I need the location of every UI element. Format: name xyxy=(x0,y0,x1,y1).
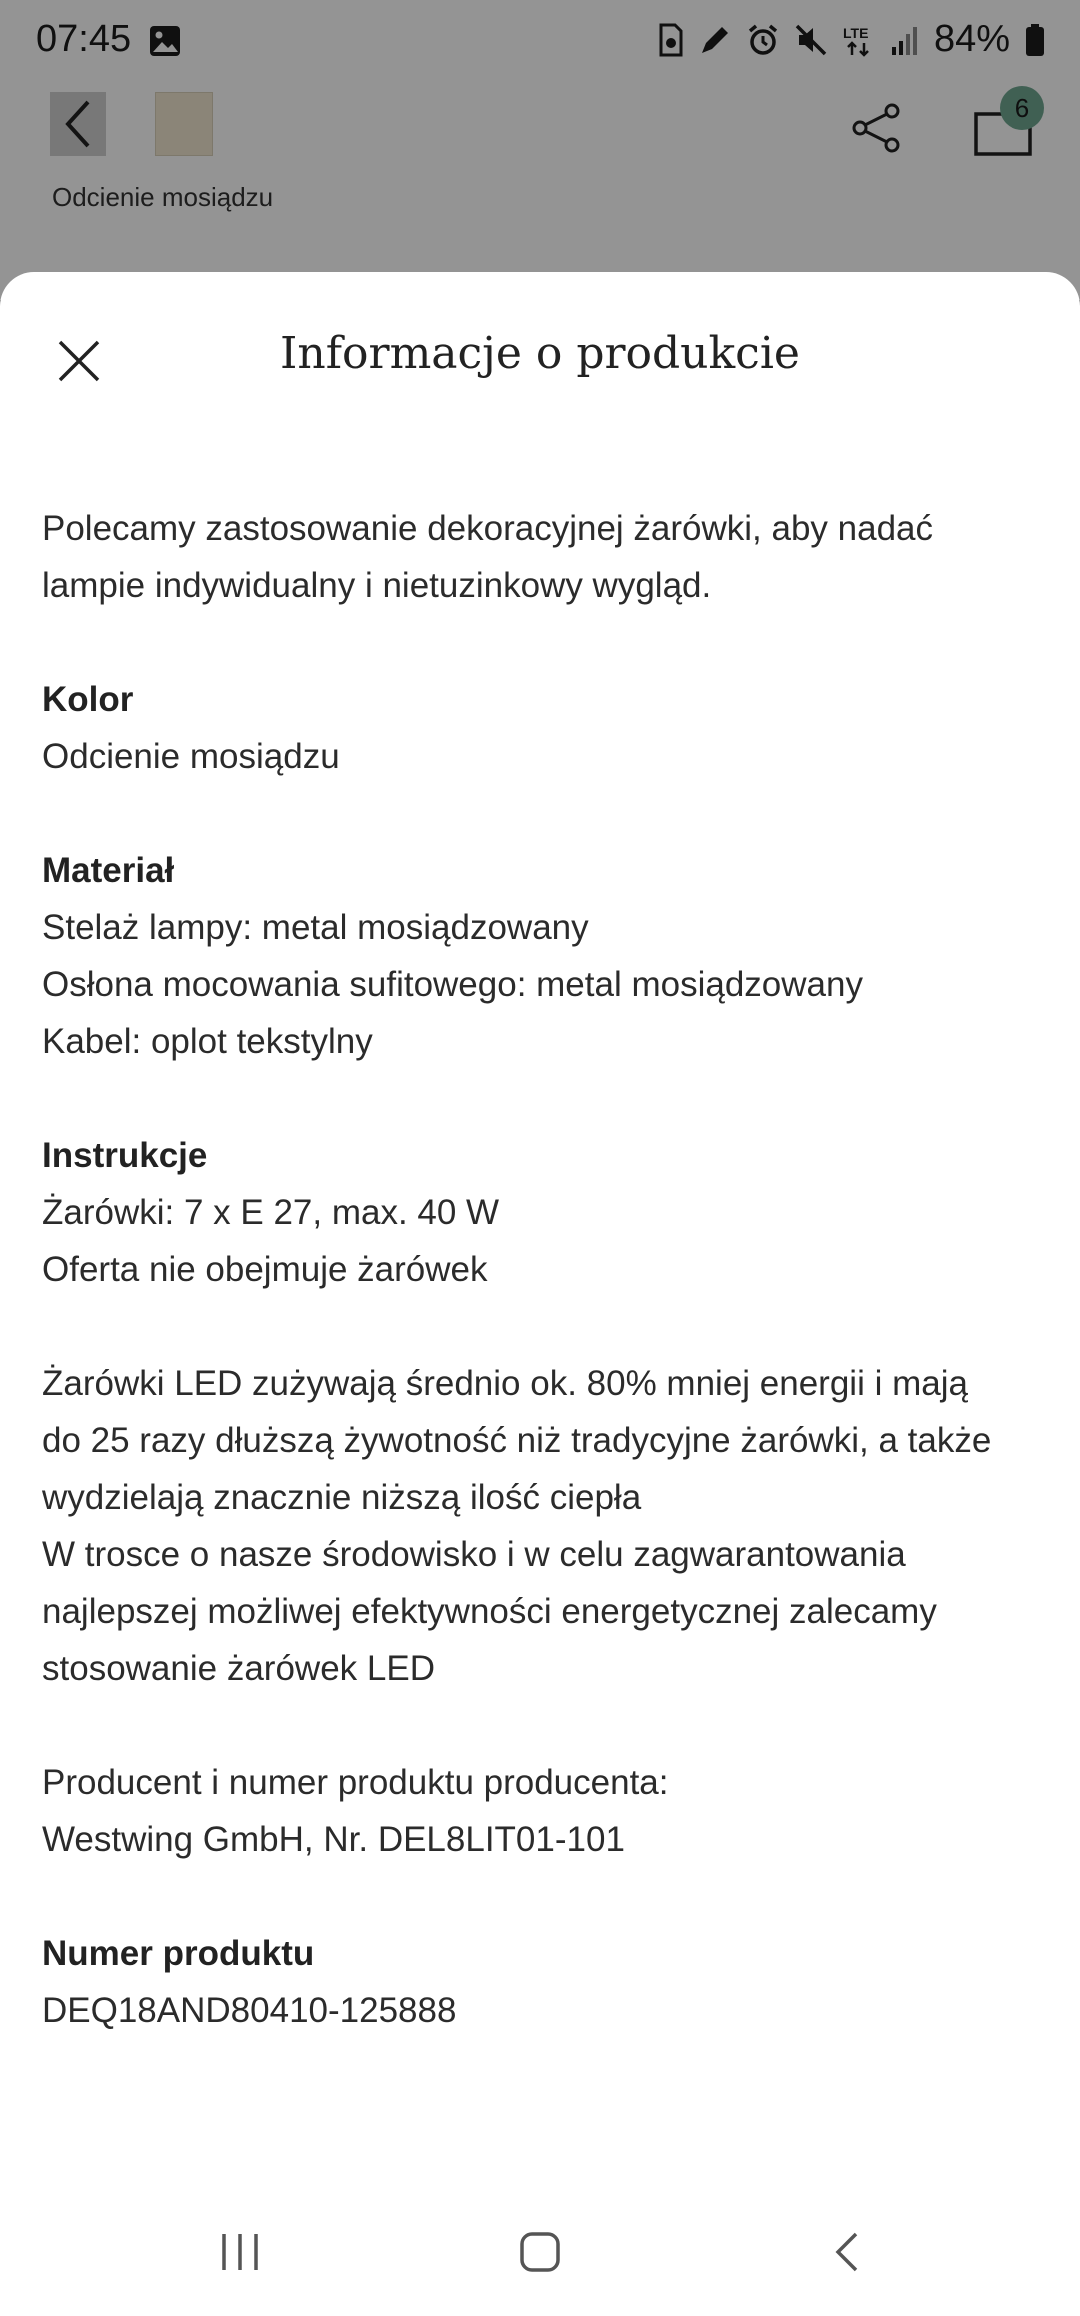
manufacturer-paragraph xyxy=(42,1754,1042,1868)
system-navigation-bar xyxy=(0,2200,1080,2316)
recent-apps-icon[interactable] xyxy=(218,2230,262,2274)
section-heading: Materiał xyxy=(42,851,175,890)
manufacturer-line: Producent i numer produktu producenta: xyxy=(42,1763,669,1802)
led-info-line: stosowanie żarówek LED xyxy=(42,1649,435,1688)
section-heading: Numer produktu xyxy=(42,1934,315,1973)
led-info-line: W trosce o nasze środowisko i w celu zagwarantowania xyxy=(42,1535,906,1574)
background-color-subtitle: Odcienie mosiądzu xyxy=(52,182,274,212)
section-line: Stelaż lampy: metal mosiądzowany xyxy=(42,908,589,947)
section-line: Żarówki: 7 x E 27, max. 40 W xyxy=(42,1193,500,1232)
product-info-content xyxy=(42,500,1042,2096)
section-line: Osłona mocowania sufitowego: metal mosiądzowany xyxy=(42,965,863,1004)
product-number-value: DEQ18AND80410-125888 xyxy=(42,1991,457,2030)
nav-back-icon[interactable] xyxy=(826,2230,870,2274)
product-info-sheet xyxy=(0,272,1080,2316)
section-product-number xyxy=(42,1925,1042,2039)
manufacturer-line: Westwing GmbH, Nr. DEL8LIT01-101 xyxy=(42,1820,625,1859)
intro-paragraph xyxy=(42,500,1042,614)
section-line: Kabel: oplot tekstylny xyxy=(42,1022,373,1061)
led-info-line: Żarówki LED zużywają średnio ok. 80% mniej energii i mają xyxy=(42,1364,968,1403)
led-info-line: wydzielają znacznie niższą ilość ciepła xyxy=(42,1478,642,1517)
intro-line: Polecamy zastosowanie dekoracyjnej żarówki, aby nadać xyxy=(42,509,934,548)
section-heading: Instrukcje xyxy=(42,1136,208,1175)
section-line: Oferta nie obejmuje żarówek xyxy=(42,1250,488,1289)
home-icon[interactable] xyxy=(518,2230,562,2274)
status-time: 07:45 xyxy=(36,18,132,60)
led-info-line: najlepszej możliwej efektywności energetycznej zalecamy xyxy=(42,1592,937,1631)
cart-count-badge: 6 xyxy=(1000,86,1044,130)
section-line: Odcienie mosiądzu xyxy=(42,737,340,776)
section-material xyxy=(42,842,1042,1070)
led-info-line: do 25 razy dłuższą żywotność niż tradycyjne żarówki, a także xyxy=(42,1421,992,1460)
section-color xyxy=(42,671,1042,785)
intro-line: lampie indywidualny i nietuzinkowy wygląd. xyxy=(42,566,712,605)
sheet-title: Informacje o produkcie xyxy=(280,328,800,379)
section-heading: Kolor xyxy=(42,680,134,719)
led-info-paragraph xyxy=(42,1355,1042,1697)
battery-percentage: 84% xyxy=(933,18,1010,60)
section-instructions xyxy=(42,1127,1042,1298)
svg-text:LTE: LTE xyxy=(842,24,869,41)
